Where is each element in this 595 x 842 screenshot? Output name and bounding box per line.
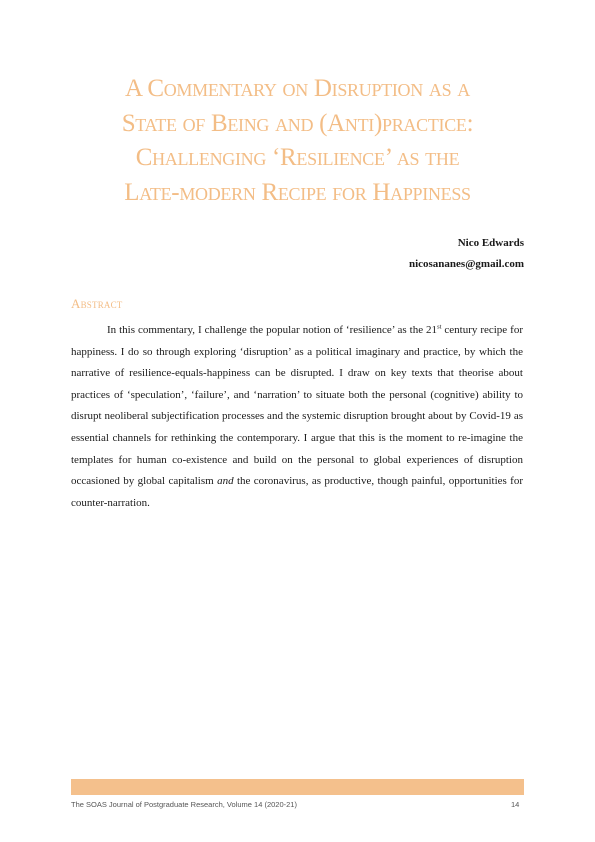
abstract-heading: Abstract	[71, 296, 123, 311]
author-email[interactable]: nicosananes@gmail.com	[408, 258, 524, 270]
footer-accent-bar	[71, 779, 524, 795]
title-line-1: A Commentary on Disruption as a	[125, 75, 470, 102]
paper-title	[50, 72, 545, 210]
page-number: 14	[511, 800, 520, 809]
abstract-part-3: the coronavirus, as productive, though painful, opportunities for counter-narration.	[71, 475, 523, 509]
ordinal-suffix: st	[437, 323, 442, 331]
abstract-emphasis: and	[217, 475, 234, 488]
abstract-text	[71, 320, 523, 514]
abstract-part-1: In this commentary, I challenge the popular notion of ‘resilience’ as the 21	[107, 324, 438, 336]
abstract-part-2: century recipe for happiness. I do so through exploring ‘disruption’ as a political imaginary and practice, by which the narrative of resilience-equals-happiness can be disrupted. I draw on key texts that theorise about practices of ‘speculation’, ‘failure’, and ‘narration’ to situate both the personal (cognitive) ability to disrupt neoliberal subjectification processes and the systemic disruption brought about by Covid-19 as essential channels for rethinking the contemporary. I argue that this is the moment to re-imagine the templates for human co-existence and build on the personal to global experiences of disruption occasioned by global capitalism	[71, 324, 523, 488]
author-block	[409, 233, 524, 275]
title-line-3: Challenging ‘Resilience’ as the	[135, 144, 460, 171]
author-name: Nico Edwards	[457, 237, 524, 249]
footer-journal-name: The SOAS Journal of Postgraduate Research, Volume 14 (2020-21)	[71, 800, 297, 809]
title-line-2: State of Being and (Anti)practice:	[121, 109, 474, 137]
title-line-4: Late-modern Recipe for Happiness	[124, 178, 471, 206]
